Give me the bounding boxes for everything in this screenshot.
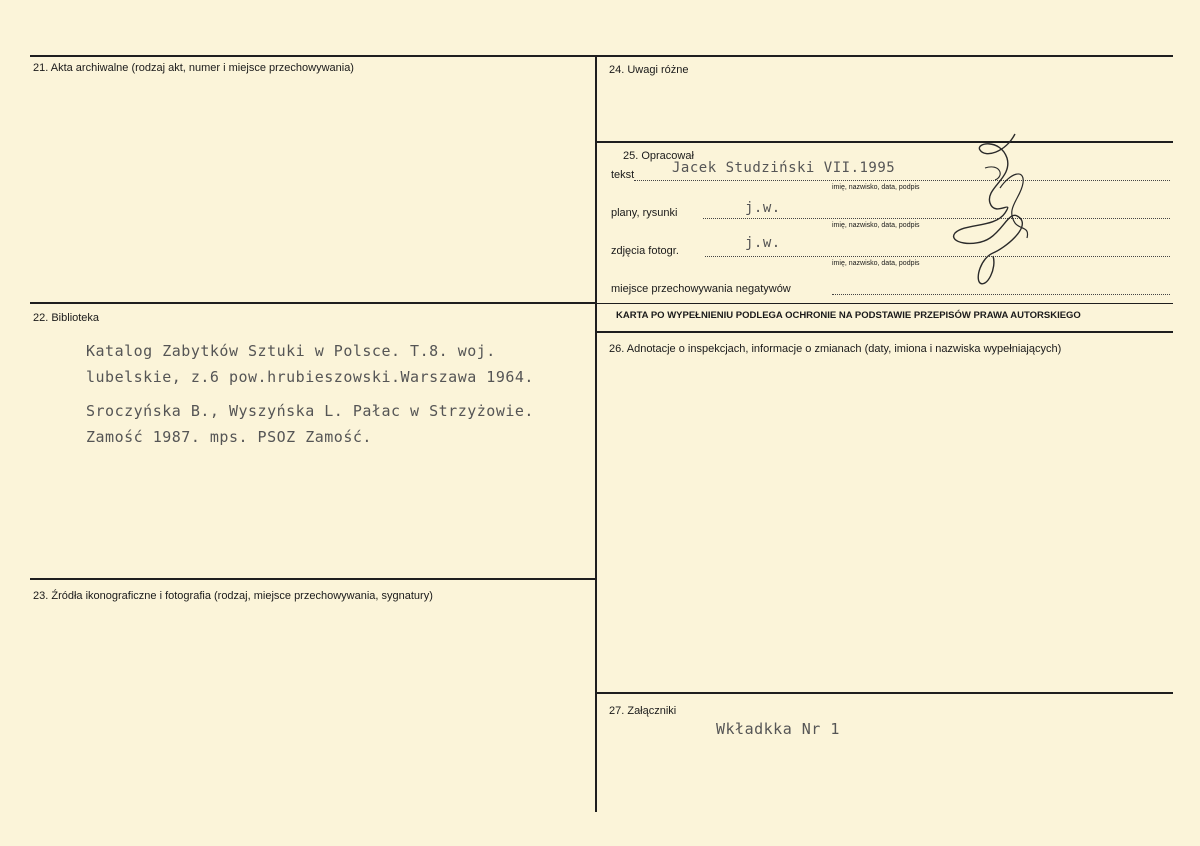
attachments-value: Wkładkka Nr 1	[716, 720, 840, 738]
tekst-caption: imię, nazwisko, data, podpis	[832, 184, 920, 191]
top-rule	[30, 55, 1173, 57]
tekst-value: Jacek Studziński VII.1995	[672, 160, 896, 176]
library-entry-line-2: lubelskie, z.6 pow.hrubieszowski.Warszawa 1964.	[86, 368, 534, 386]
plany-label: plany, rysunki	[611, 207, 678, 219]
right-divider-notice	[597, 303, 1173, 304]
right-divider-25	[597, 141, 1173, 143]
library-entry-line-4: Zamość 1987. mps. PSOZ Zamość.	[86, 428, 372, 446]
left-divider-23	[30, 578, 596, 580]
plany-dotted-line	[703, 218, 1170, 219]
handwritten-signature	[945, 128, 1040, 288]
plany-caption: imię, nazwisko, data, podpis	[832, 222, 920, 229]
negatywy-dotted-line	[832, 294, 1170, 295]
left-column-divider	[595, 56, 597, 812]
section-21-label: 21. Akta archiwalne (rodzaj akt, numer i miejsce przechowywania)	[33, 62, 354, 74]
plany-value: j.w.	[745, 200, 781, 216]
library-entry-line-3: Sroczyńska B., Wyszyńska L. Pałac w Strzyżowie.	[86, 402, 534, 420]
copyright-notice: KARTA PO WYPEŁNIENIU PODLEGA OCHRONIE NA PODSTAWIE PRZEPISÓW PRAWA AUTORSKIEGO	[616, 310, 1081, 321]
tekst-dotted-line	[634, 180, 1170, 181]
zdjecia-dotted-line	[705, 256, 1170, 257]
right-divider-27	[597, 692, 1173, 694]
library-entry-line-1: Katalog Zabytków Sztuki w Polsce. T.8. woj.	[86, 342, 496, 360]
zdjecia-label: zdjęcia fotogr.	[611, 245, 679, 257]
tekst-label: tekst	[611, 169, 635, 181]
negatywy-label: miejsce przechowywania negatywów	[611, 283, 791, 295]
section-25-label: 25. Opracował	[623, 150, 694, 162]
zdjecia-caption: imię, nazwisko, data, podpis	[832, 260, 920, 267]
section-24-label: 24. Uwagi różne	[609, 64, 689, 76]
section-26-label: 26. Adnotacje o inspekcjach, informacje o zmianach (daty, imiona i nazwiska wypełniających)	[609, 343, 1062, 355]
section-27-label: 27. Załączniki	[609, 705, 677, 717]
zdjecia-value: j.w.	[745, 235, 781, 251]
section-22-label: 22. Biblioteka	[33, 312, 100, 324]
left-divider-22	[30, 302, 596, 304]
right-divider-26	[597, 331, 1173, 333]
section-23-label: 23. Źródła ikonograficzne i fotografia (rodzaj, miejsce przechowywania, sygnatury)	[33, 590, 433, 602]
